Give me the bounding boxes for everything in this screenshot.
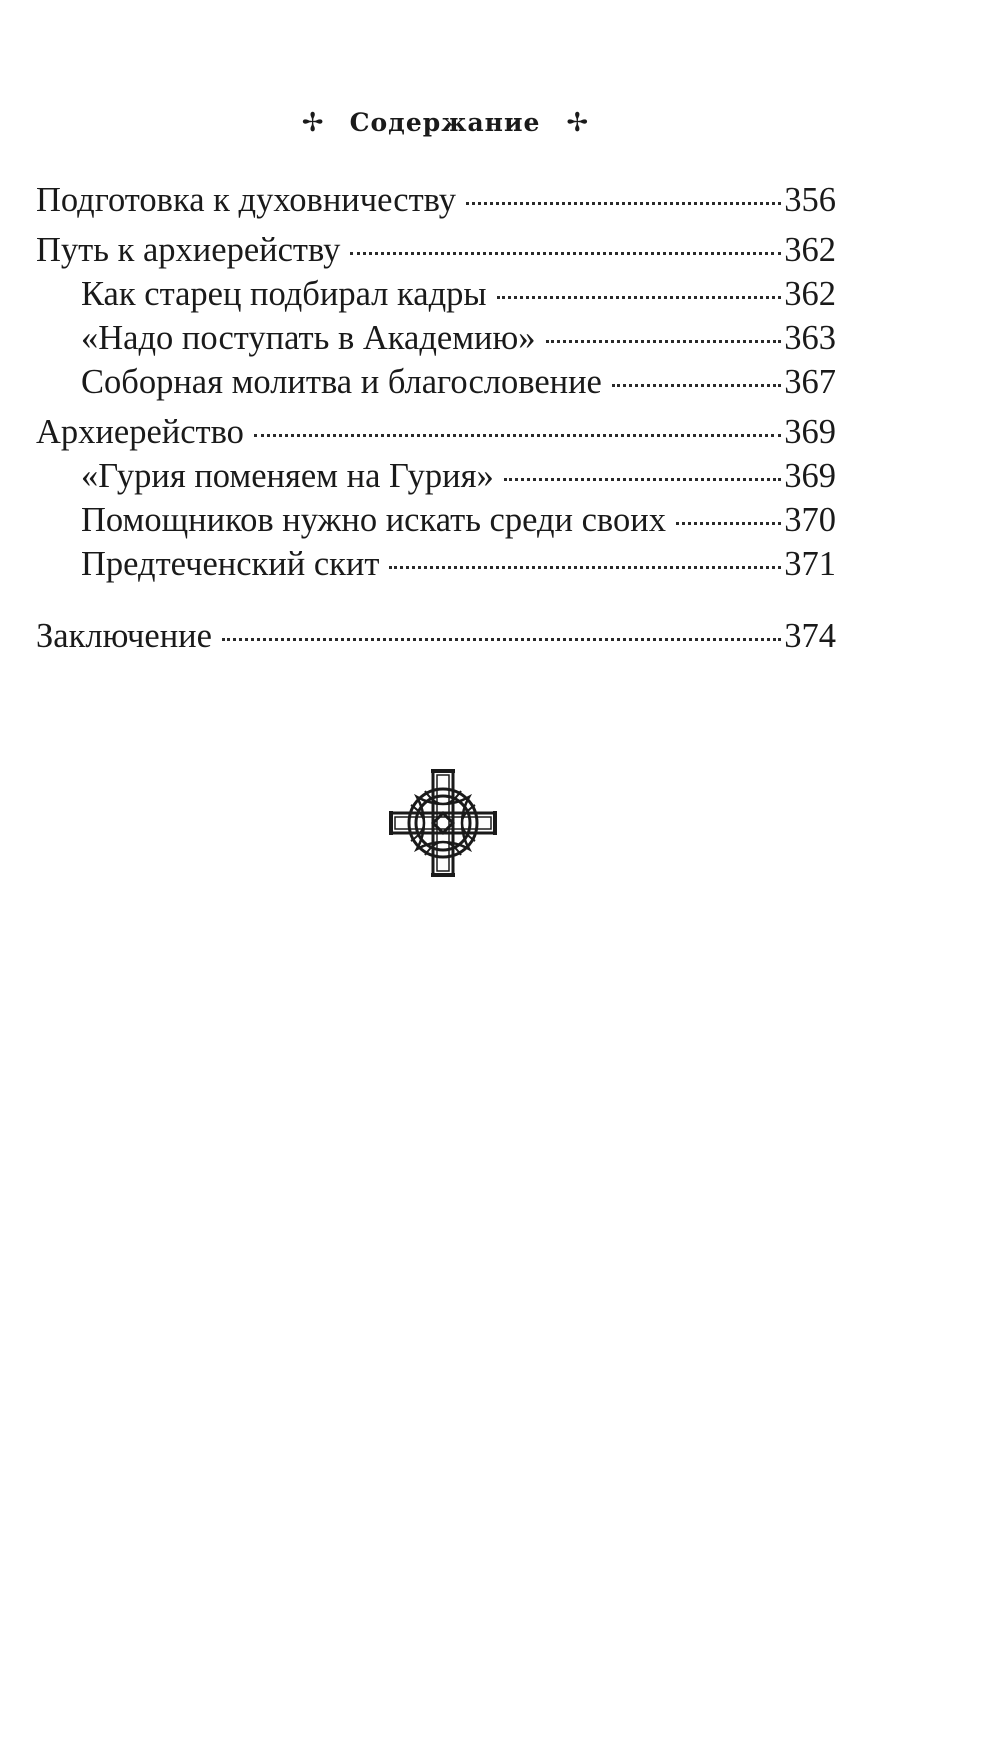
toc-subentry[interactable] xyxy=(36,454,836,498)
dot-leader xyxy=(676,522,781,525)
cross-ornament-right-icon: ✢ xyxy=(566,107,589,137)
cross-ornament-left-icon: ✢ xyxy=(301,107,324,137)
toc-entry-label: Как старец подбирал кадры xyxy=(81,275,487,313)
toc-entry-label: «Гурия поменяем на Гурия» xyxy=(81,457,494,495)
dot-leader xyxy=(222,638,781,641)
toc-entry-page: 371 xyxy=(784,545,836,583)
toc-entry-label: Заключение xyxy=(36,617,212,655)
dot-leader xyxy=(504,478,781,481)
toc-entry-page: 374 xyxy=(784,617,836,655)
dot-leader xyxy=(612,384,781,387)
page-title: Содержание xyxy=(349,108,541,137)
dot-leader xyxy=(466,202,781,205)
toc-entry[interactable] xyxy=(36,228,836,272)
toc-entry-page: 356 xyxy=(784,181,836,219)
dot-leader xyxy=(254,434,781,437)
toc-entry[interactable] xyxy=(36,410,836,454)
toc-entry-page: 369 xyxy=(784,457,836,495)
toc-entry-page: 369 xyxy=(784,413,836,451)
toc-entry-page: 363 xyxy=(784,319,836,357)
dot-leader xyxy=(350,252,781,255)
toc-entry-label: «Надо поступать в Академию» xyxy=(81,319,536,357)
toc-subentry[interactable] xyxy=(36,360,836,404)
toc-subentry[interactable] xyxy=(36,542,836,586)
toc-entry-page: 362 xyxy=(784,275,836,313)
page-header xyxy=(0,108,890,137)
toc-subentry[interactable] xyxy=(36,498,836,542)
toc-entry-label: Подготовка к духовничеству xyxy=(36,181,457,219)
celtic-knot-cross-icon xyxy=(387,767,499,879)
toc-entry-label: Соборная молитва и благословение xyxy=(81,363,602,401)
toc-subentry[interactable] xyxy=(36,272,836,316)
dot-leader xyxy=(546,340,782,343)
dot-leader xyxy=(497,296,782,299)
toc-entry-label: Помощников нужно искать среди своих xyxy=(81,501,666,539)
toc-entry-label: Путь к архиерейству xyxy=(36,231,341,269)
toc-subentry[interactable] xyxy=(36,316,836,360)
dot-leader xyxy=(389,566,781,569)
toc-entry[interactable] xyxy=(36,614,836,658)
toc-entry-page: 370 xyxy=(784,501,836,539)
toc-entry-label: Предтеченский скит xyxy=(81,545,380,583)
toc-entry[interactable] xyxy=(36,178,836,222)
table-of-contents xyxy=(36,178,836,658)
toc-entry-label: Архиерейство xyxy=(36,413,244,451)
toc-entry-page: 362 xyxy=(784,231,836,269)
toc-entry-page: 367 xyxy=(784,363,836,401)
